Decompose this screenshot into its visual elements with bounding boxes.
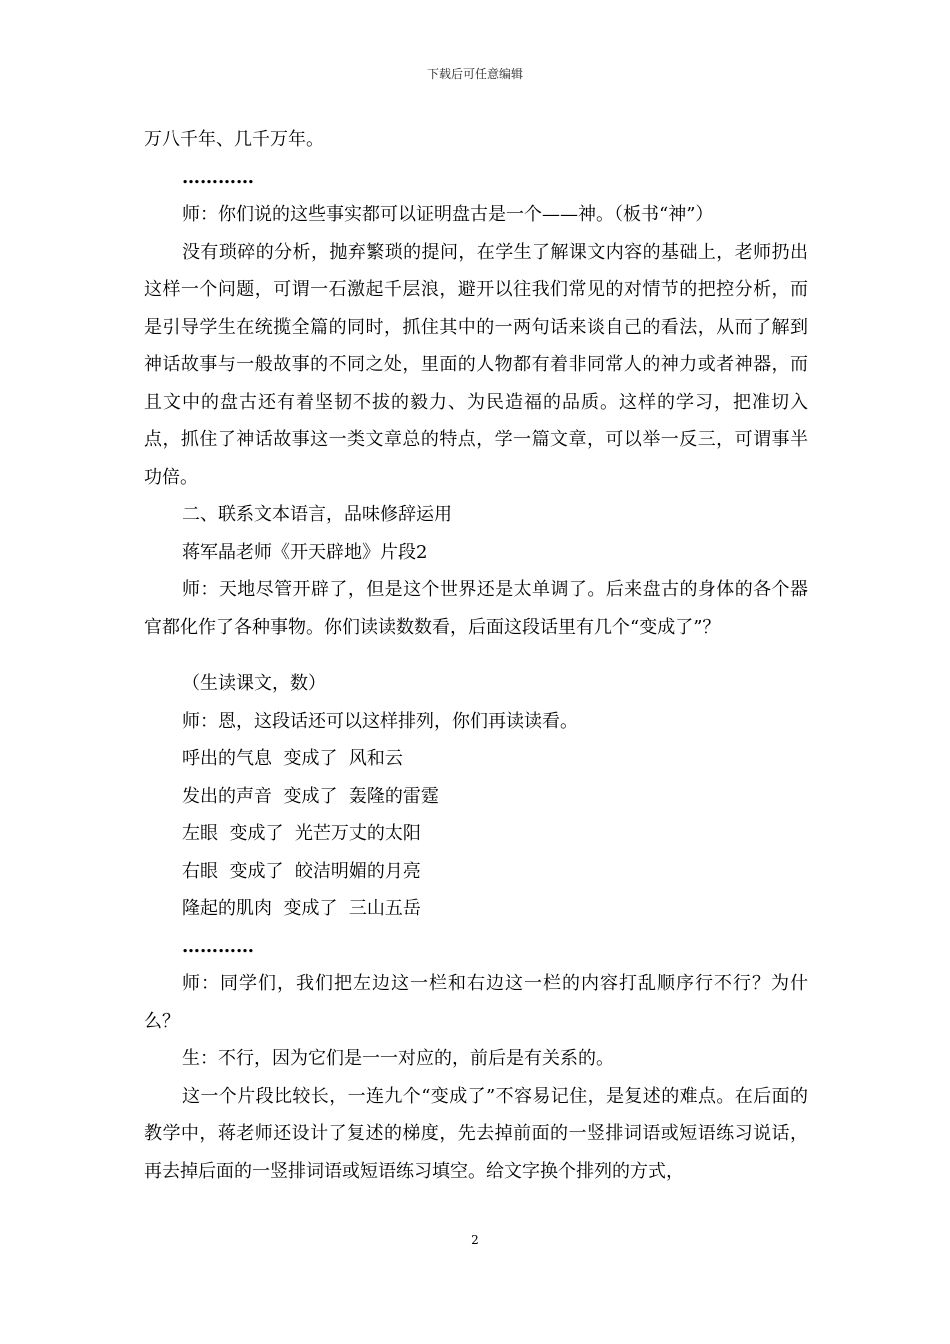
page-header: 下载后可任意编辑: [426, 67, 523, 81]
arrangement-line: 隆起的肌肉 变成了 三山五岳: [182, 898, 421, 919]
arrangement-line: 左眼 变成了 光芒万丈的太阳: [182, 823, 421, 844]
section-heading: 二、联系文本语言，品味修辞运用: [182, 504, 452, 525]
ellipsis-line: …………: [182, 935, 254, 957]
paragraph-continuation: 万八千年、几千万年。: [144, 129, 324, 150]
excerpt-title: 蒋军晶老师《开天辟地》片段2: [182, 541, 428, 563]
arrangement-line: 发出的声音 变成了 轰隆的雷霆: [182, 785, 439, 807]
teacher-line: 师：同学们，我们把左边这一栏和右边这一栏的内容打乱顺序行不行？为什么？: [144, 973, 808, 1032]
student-action-line: （生读课文，数）: [182, 673, 326, 694]
teacher-line: 师：你们说的这些事实都可以证明盘古是一个——神。（板书“神”）: [182, 204, 714, 225]
analysis-paragraph: 这一个片段比较长，一连九个“变成了”不容易记住，是复述的难点。在后面的教学中，蒋老师还设计了复述的梯度，先去掉前面的一竖排词语或短语练习说话，再去掉后面的一竖排词语或短语练习填空。给文字换个排列的方式，: [144, 1085, 808, 1182]
document-body: [144, 121, 808, 1190]
arrangement-line: 右眼 变成了 皎洁明媚的月亮: [182, 860, 421, 882]
arrangement-line: 呼出的气息 变成了 风和云: [182, 748, 403, 769]
student-line: 生：不行，因为它们是一一对应的，前后是有关系的。: [182, 1048, 614, 1069]
teacher-line: 师：天地尽管开辟了，但是这个世界还是太单调了。后来盘古的身体的各个器官都化作了各种事物。你们读读数数看，后面这段话里有几个“变成了”？: [144, 579, 808, 638]
header-divider: [143, 90, 807, 91]
ellipsis-line: …………: [182, 166, 254, 188]
analysis-paragraph: 没有琐碎的分析，抛弃繁琐的提问，在学生了解课文内容的基础上，老师扔出这样一个问题，可谓一石激起千层浪，避开以往我们常见的对情节的把控分析，而是引导学生在统揽全篇的同时，抓住其中的一两句话来谈自己的看法，从而了解到神话故事与一般故事的不同之处，里面的人物都有着非同常人的神力或者神器，而且文中的盘古还有着坚韧不拔的毅力、为民造福的品质。这样的学习，把准切入点，抓住了神话故事这一类文章总的特点，学一篇文章，可以举一反三，可谓事半功倍。: [144, 241, 808, 488]
teacher-line: 师：恩，这段话还可以这样排列，你们再读读看。: [182, 710, 578, 732]
paragraph-gap: [144, 646, 808, 665]
page-number: 2: [471, 1233, 479, 1247]
